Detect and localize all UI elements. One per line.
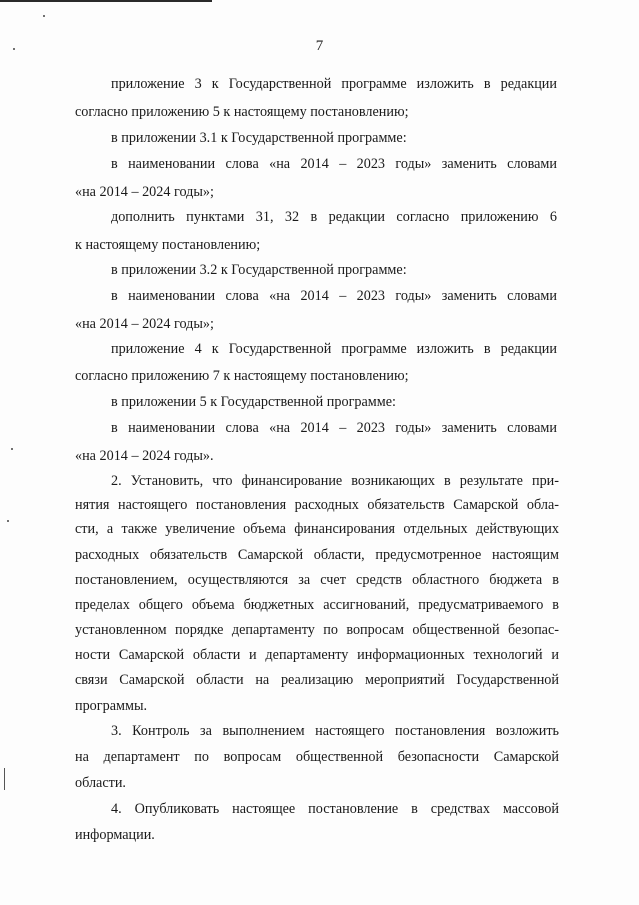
text-line: 2. Установить, что финансирование возникающих в результате при- bbox=[111, 473, 559, 489]
scan-edge-line bbox=[0, 0, 212, 2]
text-line: 3. Контроль за выполнением настоящего постановления возложить bbox=[111, 723, 559, 739]
text-line: в наименовании слова «на 2014 – 2023 годы» заменить словами bbox=[111, 420, 557, 436]
text-line: в приложении 5 к Государственной программе: bbox=[111, 394, 396, 410]
text-line: в приложении 3.2 к Государственной программе: bbox=[111, 262, 407, 278]
text-line: приложение 3 к Государственной программе изложить в редакции bbox=[111, 76, 557, 92]
text-line: сти, а также увеличение объема финансирования отдельных действующих bbox=[75, 521, 559, 537]
text-line: согласно приложению 7 к настоящему постановлению; bbox=[75, 368, 409, 384]
text-line: расходных обязательств Самарской области, предусмотренное настоящим bbox=[75, 547, 559, 563]
text-line: области. bbox=[75, 775, 126, 791]
text-line: информации. bbox=[75, 827, 155, 843]
text-line: программы. bbox=[75, 698, 148, 714]
text-line: «на 2014 – 2024 годы». bbox=[75, 448, 214, 464]
scan-speck bbox=[7, 520, 9, 522]
text-line: ности Самарской области и департаменту информационных технологий и bbox=[75, 647, 559, 663]
text-line: «на 2014 – 2024 годы»; bbox=[75, 316, 214, 332]
text-line: к настоящему постановлению; bbox=[75, 237, 261, 253]
text-line: нятия настоящего постановления расходных обязательств Самарской обла- bbox=[75, 497, 559, 513]
text-line: связи Самарской области на реализацию мероприятий Государственной bbox=[75, 672, 559, 688]
text-line: согласно приложению 5 к настоящему постановлению; bbox=[75, 104, 409, 120]
scan-speck bbox=[43, 15, 45, 17]
text-line: установленном порядке департаменту по вопросам общественной безопас- bbox=[75, 622, 559, 638]
page-number: 7 bbox=[315, 38, 324, 54]
text-line: «на 2014 – 2024 годы»; bbox=[75, 184, 214, 200]
text-line: постановлением, осуществляются за счет средств областного бюджета в bbox=[75, 572, 559, 588]
text-line: на департамент по вопросам общественной безопасности Самарской bbox=[75, 749, 559, 765]
text-line: дополнить пунктами 31, 32 в редакции согласно приложению 6 bbox=[111, 209, 557, 225]
text-line: пределах общего объема бюджетных ассигнований, предусматриваемого в bbox=[75, 597, 559, 613]
text-line: приложение 4 к Государственной программе изложить в редакции bbox=[111, 341, 557, 357]
text-line: в приложении 3.1 к Государственной программе: bbox=[111, 130, 407, 146]
scan-speck bbox=[11, 448, 13, 450]
text-line: в наименовании слова «на 2014 – 2023 годы» заменить словами bbox=[111, 156, 557, 172]
text-line: в наименовании слова «на 2014 – 2023 годы» заменить словами bbox=[111, 288, 557, 304]
scan-edge-mark bbox=[4, 768, 5, 790]
text-line: 4. Опубликовать настоящее постановление в средствах массовой bbox=[111, 801, 559, 817]
